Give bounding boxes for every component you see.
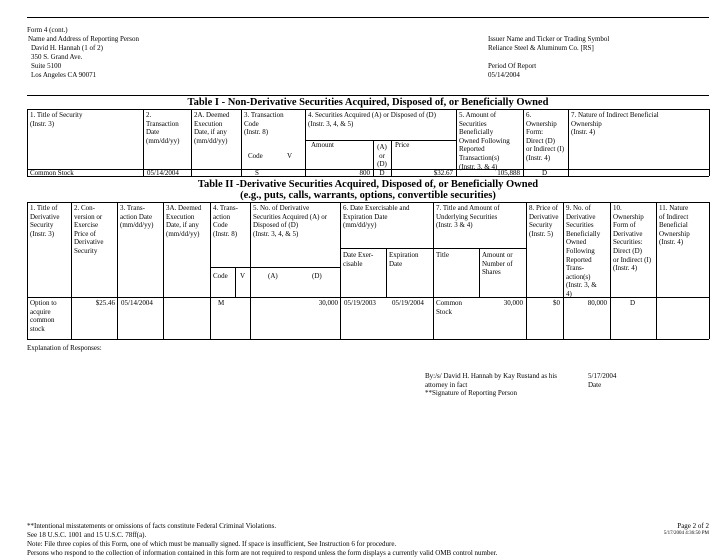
table2-title-rule bbox=[27, 202, 709, 203]
table1-vline bbox=[456, 109, 457, 176]
table2-col-title: 1. Title of Derivative Security (Instr. 3) bbox=[30, 204, 60, 238]
footer-warning: **Intentional misstatements or omissions of facts constitute Federal Criminal Violations. bbox=[27, 522, 277, 530]
table2-sub-expiration: Expiration Date bbox=[389, 251, 419, 268]
table2-sub-d: (D) bbox=[312, 272, 322, 280]
table2-header-bottom bbox=[27, 297, 709, 298]
table2-col-price: 8. Price of Derivative Security (Instr. 5) bbox=[529, 204, 559, 238]
table2-col-underlying: 7. Title and Amount of Underlying Securities (Instr. 3 & 4) bbox=[436, 204, 500, 230]
address-line-3: Los Angeles CA 90071 bbox=[31, 71, 97, 79]
table1-vline bbox=[241, 109, 242, 176]
table2-vline bbox=[479, 248, 480, 297]
table2-row-owned: 80,000 bbox=[587, 299, 607, 307]
table1-col-form: 6. Ownership Form: Direct (D) or Indirect (I) (Instr. 4) bbox=[526, 111, 565, 162]
table2-col-number: 5. No. of Derivative Securities Acquired (A) or Disposed of (D) (Instr. 3, 4, & 5) bbox=[253, 204, 328, 238]
table2-vline bbox=[656, 202, 657, 339]
table2-col-form: 10. Ownership Form of Derivative Securities: Direct (D) or Indirect (I) (Instr. 4) bbox=[613, 204, 652, 273]
reporting-person-label: Name and Address of Reporting Person bbox=[28, 35, 140, 43]
table2-col-code: 4. Trans- action Code (Instr. 8) bbox=[213, 204, 238, 238]
table1-col-deemed: 2A. Deemed Execution Date, if any (mm/dd/yy) bbox=[194, 111, 230, 145]
page-number: Page 2 of 2 bbox=[677, 522, 709, 530]
table1-title-rule bbox=[27, 109, 709, 110]
table2-vline bbox=[433, 202, 434, 339]
address-line-1: 350 S. Grand Ave. bbox=[31, 53, 83, 61]
footer-omb: Persons who respond to the collection of information contained in this form are not required to respond unless the form displays a currently valid OMB control number. bbox=[27, 549, 498, 557]
table1-vline bbox=[305, 109, 306, 176]
table1-sub-price: Price bbox=[395, 141, 410, 149]
reporting-person-name: David H. Hannah (1 of 2) bbox=[31, 44, 103, 52]
table2-vline bbox=[27, 202, 28, 339]
table1-title: Table I - Non-Derivative Securities Acquired, Disposed of, or Beneficially Owned bbox=[187, 97, 549, 108]
table1-col-owned: 5. Amount of Securities Beneficially Owned Following Reported Transaction(s) (Instr. 3, & 4) bbox=[459, 111, 510, 171]
table1-row-date: 05/14/2004 bbox=[147, 169, 179, 177]
table1-col-acquired: 4. Securities Acquired (A) or Disposed of (D) (Instr. 3, 4, & 5) bbox=[308, 111, 436, 128]
table2-sub-title: Title bbox=[436, 251, 449, 259]
table2-row-underlying-title: Common Stock bbox=[436, 299, 463, 316]
address-line-2: Suite 5100 bbox=[31, 62, 62, 70]
table2-col-owned: 9. No. of Derivative Securities Beneficially Owned Following Reported Trans- action(s) (Instr. 3, & 4) bbox=[566, 204, 601, 298]
table2-vline bbox=[386, 248, 387, 297]
table2-row-deriv-price: $0 bbox=[553, 299, 560, 307]
signature-date: 5/17/2004 Date bbox=[588, 372, 617, 389]
table1-vline bbox=[391, 140, 392, 176]
table2-bottom bbox=[27, 339, 709, 340]
table2-col-exercisable: 6. Date Exercisable and Expiration Date (mm/dd/yy) bbox=[343, 204, 410, 230]
table2-sub-amount: Amount or Number of Shares bbox=[482, 251, 513, 277]
table2-row-code: M bbox=[218, 299, 225, 307]
table2-vline bbox=[610, 202, 611, 339]
footer-statute: See 18 U.S.C. 1001 and 15 U.S.C. 78ff(a). bbox=[27, 531, 147, 539]
top-rule bbox=[27, 17, 709, 18]
table2-vline bbox=[250, 202, 251, 339]
table1-vline bbox=[143, 109, 144, 176]
table2-row-exercisable: 05/19/2003 bbox=[344, 299, 376, 307]
table1-sub-amount: Amount bbox=[311, 141, 334, 149]
table1-vline bbox=[27, 109, 28, 176]
table2-row-disposed: 30,000 bbox=[318, 299, 338, 307]
table2-sub-rule bbox=[340, 248, 526, 249]
table1-vline bbox=[568, 109, 569, 176]
table2-title: Table II -Derivative Securities Acquired, Disposed of, or Beneficially Owned bbox=[197, 179, 539, 190]
table2-vline bbox=[563, 202, 564, 339]
table2-row-price: $25.46 bbox=[95, 299, 115, 307]
signature-block: By:/s/ David H. Hannah by Kay Rustand as his attorney in fact **Signature of Reporting Person bbox=[425, 372, 558, 398]
table1-row-amount: 800 bbox=[359, 169, 370, 177]
table1-row-code: S bbox=[255, 169, 259, 177]
table1-row-owned: 105,888 bbox=[497, 169, 520, 177]
table2-col-conversion: 2. Con- version or Exercise Price of Derivative Security bbox=[74, 204, 104, 255]
table2-row-underlying-amount: 30,000 bbox=[503, 299, 523, 307]
table2-vline bbox=[709, 202, 710, 339]
table1-vline bbox=[191, 109, 192, 176]
timestamp: 5/17/2004 4:36:50 PM bbox=[663, 531, 709, 536]
table2-vline bbox=[235, 267, 236, 297]
table1-sub-v: V bbox=[287, 152, 293, 160]
period-value: 05/14/2004 bbox=[488, 71, 520, 79]
table2-row-form: D bbox=[630, 299, 636, 307]
table2-row-title: Option to acquire common stock bbox=[30, 299, 57, 333]
table2-sub-a: (A) bbox=[268, 272, 278, 280]
table1-sub-code: Code bbox=[248, 152, 263, 160]
table2-vline bbox=[210, 202, 211, 339]
table1-col-code: 3. Transaction Code (Instr. 8) bbox=[244, 111, 284, 137]
table2-sub-exercisable: Date Exer- cisable bbox=[343, 251, 374, 268]
table2-row-date: 05/14/2004 bbox=[121, 299, 153, 307]
table2-vline bbox=[71, 202, 72, 339]
table1-sub-aord: (A) or (D) bbox=[377, 143, 387, 169]
table1-row-title: Common Stock bbox=[30, 169, 74, 177]
form-label: Form 4 (cont.) bbox=[27, 26, 68, 34]
table1-top-border bbox=[27, 95, 709, 96]
table1-row-aord: D bbox=[379, 169, 385, 177]
table2-row-expiration: 05/19/2004 bbox=[392, 299, 424, 307]
table1-row-form: D bbox=[542, 169, 548, 177]
table2-sub-code: Code bbox=[213, 272, 228, 280]
table2-col-date: 3. Trans- action Date (mm/dd/yy) bbox=[120, 204, 154, 230]
table2-vline bbox=[340, 202, 341, 339]
table2-sub-v: V bbox=[240, 272, 246, 280]
table1-vline bbox=[523, 109, 524, 176]
table2-vline bbox=[163, 202, 164, 339]
explanation-label: Explanation of Responses: bbox=[27, 344, 102, 352]
table1-row-price: $32.67 bbox=[433, 169, 453, 177]
period-label: Period Of Report bbox=[488, 62, 537, 70]
table2-vline bbox=[117, 202, 118, 339]
issuer-value: Reliance Steel & Aluminum Co. [RS] bbox=[488, 44, 594, 52]
table2-vline bbox=[526, 202, 527, 339]
table1-col-title: 1. Title of Security (Instr. 3) bbox=[30, 111, 83, 128]
table1-vline bbox=[709, 109, 710, 176]
table1-col-nature: 7. Nature of Indirect Beneficial Ownership (Instr. 4) bbox=[571, 111, 659, 137]
footer-note: Note: File three copies of this Form, one of which must be manually signed. If space is insufficient, See Instruction 6 for procedure. bbox=[27, 540, 397, 548]
table2-subtitle: (e.g., puts, calls, warrants, options, convertible securities) bbox=[240, 190, 496, 201]
table1-col-date: 2. Transaction Date (mm/dd/yy) bbox=[146, 111, 180, 145]
table2-col-deemed: 3A. Deemed Execution Date, if any (mm/dd/yy) bbox=[166, 204, 202, 238]
table2-col-nature: 11. Nature of Indirect Beneficial Ownership (Instr. 4) bbox=[659, 204, 690, 247]
issuer-label: Issuer Name and Ticker or Trading Symbol bbox=[488, 35, 610, 43]
table2-sub-rule bbox=[210, 267, 340, 268]
